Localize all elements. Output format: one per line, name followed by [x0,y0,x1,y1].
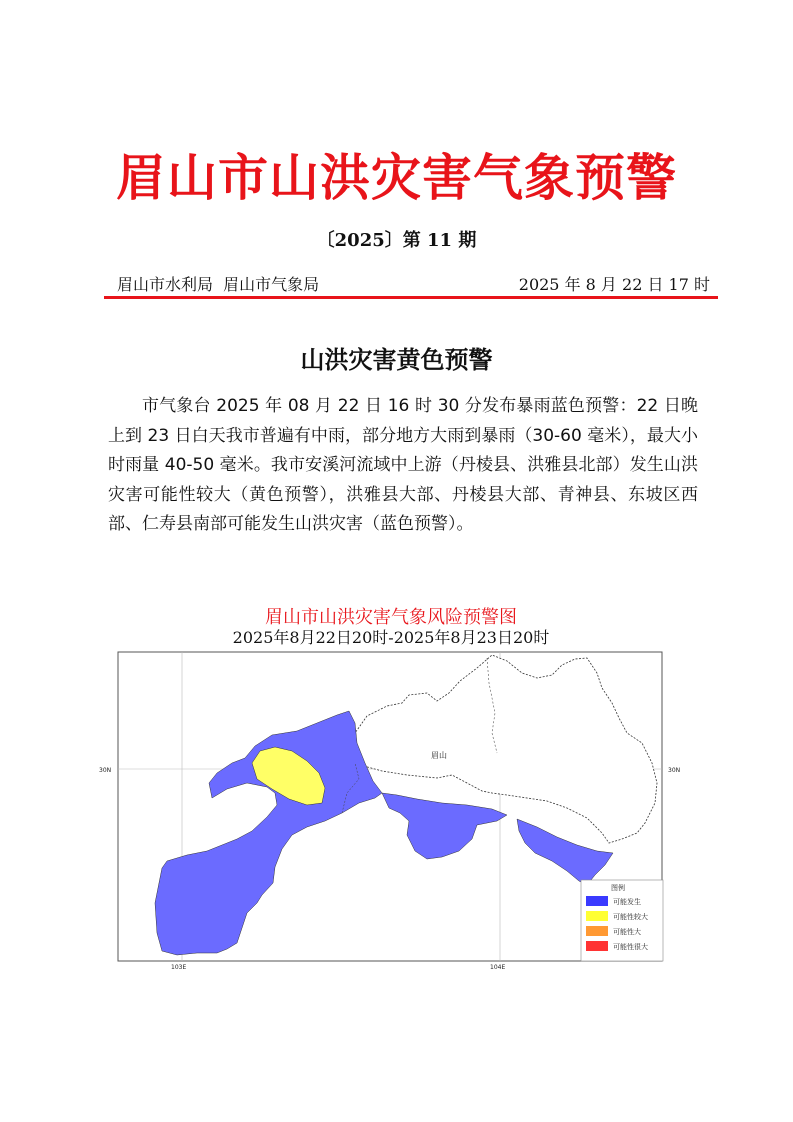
map-title: 眉山市山洪灾害气象风险预警图 [265,607,517,628]
map-subtitle: 2025年8月22日20时-2025年8月23日20时 [232,628,550,647]
issue-number: 〔2025〕第 11 期 [316,230,477,251]
legend-label: 可能发生 [613,898,641,906]
issuer: 眉山市水利局 眉山市气象局 [117,275,320,294]
lat-label: 30N [668,767,681,774]
lon-label: 103E [171,964,187,971]
legend-swatch-orange [586,926,608,936]
city-label: 眉山 [431,751,447,760]
legend-title: 图例 [611,884,625,892]
red-divider [104,296,718,299]
legend-label: 可能性大 [613,928,641,936]
legend-label: 可能性较大 [613,913,648,921]
issue-date: 2025 年 8 月 22 日 17 时 [518,275,710,294]
map-legend [581,880,663,961]
map-svg [97,603,685,975]
warning-map [97,603,685,975]
document-title: 山洪灾害黄色预警 [300,345,493,374]
body-paragraph: 市气象台 2025 年 08 月 22 日 16 时 30 分发布暴雨蓝色预警：22 日晚上到 23 日白天我市普遍有中雨，部分地方大雨到暴雨（30-60 毫米），最大小时雨量 40-50 毫米。我市安溪河流域中上游（丹棱县、洪雅县北部）发生山洪灾害可能性较大（黄色预警），洪雅县大部、丹棱县大部、青神县、东坡区西部、仁寿县南部可能发生山洪灾害（蓝色预警）。 [108,396,698,534]
legend-swatch-red [586,941,608,951]
document-banner: 眉山市山洪灾害气象预警 [116,148,677,207]
body-text [108,392,698,540]
issuer-line [117,272,710,295]
lat-label: 30N [99,767,112,774]
legend-label: 可能性很大 [613,943,648,951]
legend-swatch-blue [586,896,608,906]
legend-swatch-yellow [586,911,608,921]
lon-label: 104E [490,964,506,971]
